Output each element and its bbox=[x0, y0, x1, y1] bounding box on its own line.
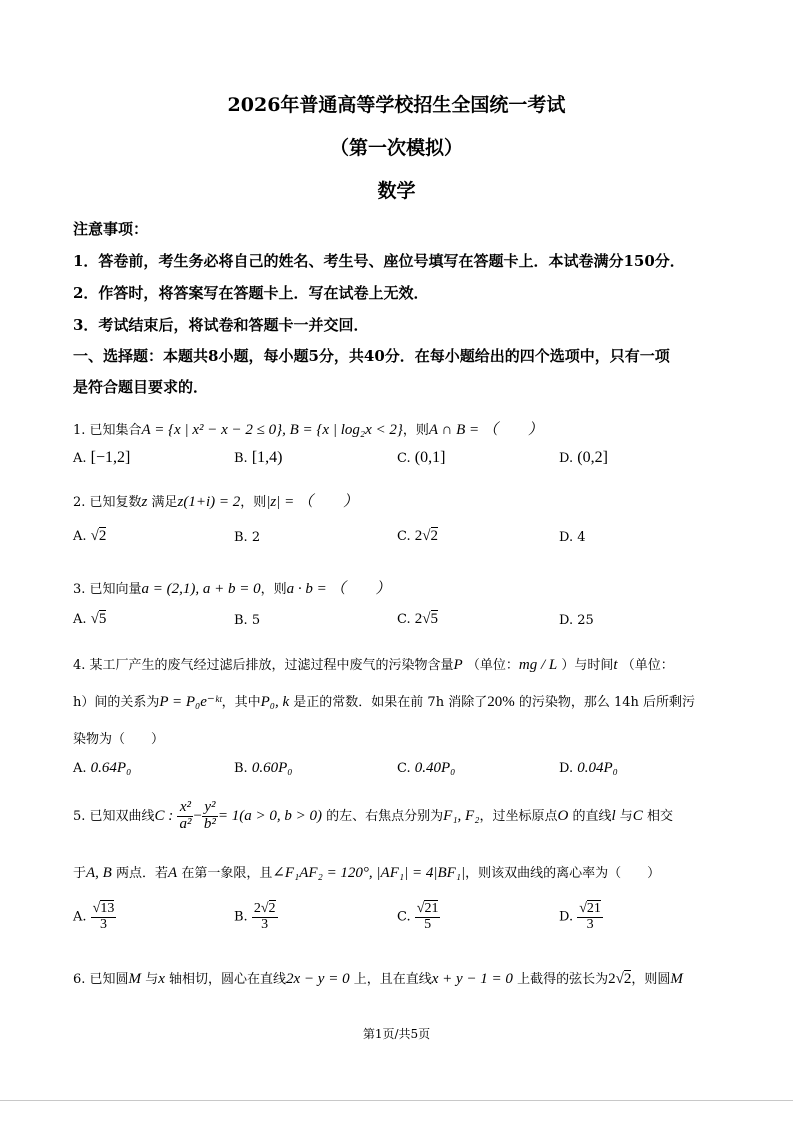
q1-option-d: D. (0,2] bbox=[559, 449, 608, 466]
q5-option-b: B. $\frac{2√2}{3}$ bbox=[234, 901, 276, 932]
q1-option-c: C. (0,1] bbox=[397, 449, 446, 466]
notes-heading: 注意事项： bbox=[73, 220, 149, 238]
page-bottom-divider bbox=[0, 1100, 793, 1101]
q1-suffix: ，则 bbox=[402, 423, 429, 438]
exam-title: 2026年普通高等学校招生全国统一考试 bbox=[227, 94, 566, 116]
question-2: 2. 已知复数z 满足z(1+i) = 2，则|z| = （ ） bbox=[73, 494, 359, 510]
q2-option-a: A. √2 bbox=[73, 528, 107, 544]
q5-option-d: D. $\frac{√21}{3}$ bbox=[559, 901, 601, 932]
question-5-line1: 5. 已知双曲线C : $\frac{\text{x²}}{\text{a²}}$ − $\frac{\text{y²}}{\text{b²}}$ = 1(a > 0, b > 0) 的左、右焦点分别为F₁, F₂，过坐标原点O 的直线l 与C 相交 bbox=[73, 799, 673, 832]
page-number: 第1页/共5页 bbox=[362, 1027, 431, 1041]
question-6-line1: 6. 已知圆M 与x 轴相切，圆心在直线2x − y = 0 上，且在直线x + y − 1 = 0 上截得的弦长为2√2，则圆M bbox=[73, 971, 683, 987]
q2-option-d: D. 4 bbox=[559, 530, 586, 545]
note-item-2: 2．作答时，将答案写在答题卡上．写在试卷上无效． bbox=[73, 284, 429, 302]
q1-option-b: B. [1,4) bbox=[234, 449, 283, 466]
q1-prefix: 1. 已知集合 bbox=[73, 423, 142, 438]
q5-option-c: C. $\frac{√21}{5}$ bbox=[397, 901, 439, 932]
question-5-line2: 于A, B 两点．若A 在第一象限，且∠F₁AF₂ = 120°, |AF₁| = 4|BF₁|，则该双曲线的离心率为（ ） bbox=[73, 865, 661, 881]
q4-option-d: D. 0.04P₀ bbox=[559, 760, 618, 776]
section-heading-line2: 是符合题目要求的． bbox=[73, 378, 209, 396]
question-3: 3. 已知向量a = (2,1), a + b = 0，则a · b = （ ） bbox=[73, 581, 391, 597]
question-4-line1: 4. 某工厂产生的废气经过滤后排放，过滤过程中废气的污染物含量P （单位：mg / L ）与时间t （单位： bbox=[73, 657, 674, 673]
q3-option-b: B. 5 bbox=[234, 613, 261, 628]
subject-title: 数学 bbox=[377, 180, 416, 202]
q4-option-a: A. 0.64P₀ bbox=[73, 760, 132, 776]
exam-subtitle: （第一次模拟） bbox=[329, 137, 463, 159]
note-item-1: 1．答卷前，考生务必将自己的姓名、考生号、座位号填写在答题卡上．本试卷满分150分． bbox=[73, 252, 685, 270]
q4-option-b: B. 0.60P₀ bbox=[234, 760, 293, 776]
question-4-line3: 染物为（ ） bbox=[73, 732, 165, 747]
q3-option-d: D. 25 bbox=[559, 613, 594, 628]
q1-set-b: , B = {x | log₂x < 2} bbox=[282, 422, 403, 438]
note-item-3: 3．考试结束后，将试卷和答题卡一并交回． bbox=[73, 316, 369, 334]
q1-ask: A ∩ B = （ ） bbox=[428, 422, 543, 438]
question-4-line2: h）间的关系为P = P₀e⁻ᵏᵗ，其中P₀, k 是正的常数．如果在前 7h 消除了20% 的污染物，那么 14h 后所剩污 bbox=[73, 694, 696, 710]
section-heading-line1: 一、选择题：本题共8小题，每小题5分，共40分．在每小题给出的四个选项中，只有一项 bbox=[73, 347, 670, 365]
q3-option-c: C. 2√5 bbox=[397, 611, 438, 627]
q1-set-a: A = {x | x² − x − 2 ≤ 0} bbox=[141, 422, 283, 438]
q2-option-b: B. 2 bbox=[234, 530, 261, 545]
q1-option-a: A. [−1,2] bbox=[73, 449, 131, 466]
question-1 bbox=[73, 418, 543, 439]
q5-option-a: A. $\frac{√13}{3}$ bbox=[73, 901, 115, 932]
q2-option-c: C. 2√2 bbox=[397, 528, 438, 544]
q3-option-a: A. √5 bbox=[73, 611, 107, 627]
q4-option-c: C. 0.40P₀ bbox=[397, 760, 456, 776]
